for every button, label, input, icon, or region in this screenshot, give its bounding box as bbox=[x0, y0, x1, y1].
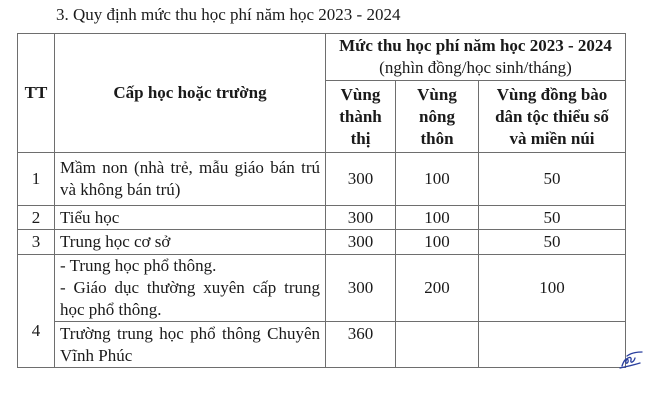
header-level: Cấp học hoặc trường bbox=[55, 34, 326, 153]
cell-level: Mầm non (nhà trẻ, mẫu giáo bán trú và không bán trú) bbox=[55, 153, 326, 206]
header-rural-line: nông bbox=[419, 106, 455, 126]
header-ethnic bbox=[479, 81, 626, 153]
header-ethnic-line: dân tộc thiểu số bbox=[495, 106, 609, 126]
cell-rural: 100 bbox=[396, 153, 479, 206]
header-ethnic-line: Vùng đồng bào bbox=[496, 84, 608, 104]
cell-level-line: - Giáo dục thường xuyên cấp trung học phổ thông. bbox=[60, 278, 320, 319]
cell-tt: 1 bbox=[18, 153, 55, 206]
cell-ethnic: 50 bbox=[479, 206, 626, 230]
cell-rural bbox=[396, 322, 479, 368]
section-title: 3. Quy định mức thu học phí năm học 2023 - 2024 bbox=[56, 5, 401, 24]
header-fee-unit: (nghìn đồng/học sinh/tháng) bbox=[379, 58, 572, 77]
table-row bbox=[18, 206, 626, 230]
header-ethnic-line: và miền núi bbox=[509, 128, 595, 148]
header-urban bbox=[326, 81, 396, 153]
cell-ethnic bbox=[479, 322, 626, 368]
cell-ethnic: 100 bbox=[479, 255, 626, 322]
header-urban-line: Vùng bbox=[340, 84, 381, 104]
cell-urban: 300 bbox=[326, 153, 396, 206]
cell-urban: 300 bbox=[326, 255, 396, 322]
cell-tt: 4 bbox=[18, 255, 55, 368]
header-rural bbox=[396, 81, 479, 153]
table-row bbox=[18, 230, 626, 255]
cell-ethnic: 50 bbox=[479, 230, 626, 255]
cell-urban: 300 bbox=[326, 206, 396, 230]
cell-rural: 200 bbox=[396, 255, 479, 322]
header-rural-line: Vùng bbox=[417, 84, 457, 104]
header-urban-line: thị bbox=[350, 128, 371, 148]
table-row bbox=[18, 322, 626, 368]
cell-rural: 100 bbox=[396, 206, 479, 230]
cell-urban: 300 bbox=[326, 230, 396, 255]
cell-level: Tiểu học bbox=[55, 206, 326, 230]
cell-level bbox=[55, 255, 326, 322]
table-row bbox=[18, 153, 626, 206]
signature-icon bbox=[618, 348, 644, 370]
cell-level-line: - Trung học phổ thông. bbox=[60, 256, 217, 275]
cell-ethnic: 50 bbox=[479, 153, 626, 206]
tuition-fee-table bbox=[17, 33, 626, 368]
cell-level: Trường trung học phổ thông Chuyên Vĩnh Phúc bbox=[55, 322, 326, 368]
header-tt: TT bbox=[18, 34, 55, 153]
cell-tt: 3 bbox=[18, 230, 55, 255]
cell-rural: 100 bbox=[396, 230, 479, 255]
cell-urban: 360 bbox=[326, 322, 396, 368]
cell-tt: 2 bbox=[18, 206, 55, 230]
table-row bbox=[18, 255, 626, 322]
header-fee-group bbox=[326, 34, 626, 81]
cell-level: Trung học cơ sở bbox=[55, 230, 326, 255]
header-urban-line: thành bbox=[339, 106, 382, 126]
header-rural-line: thôn bbox=[420, 128, 454, 148]
header-fee-title: Mức thu học phí năm học 2023 - 2024 bbox=[339, 36, 612, 55]
